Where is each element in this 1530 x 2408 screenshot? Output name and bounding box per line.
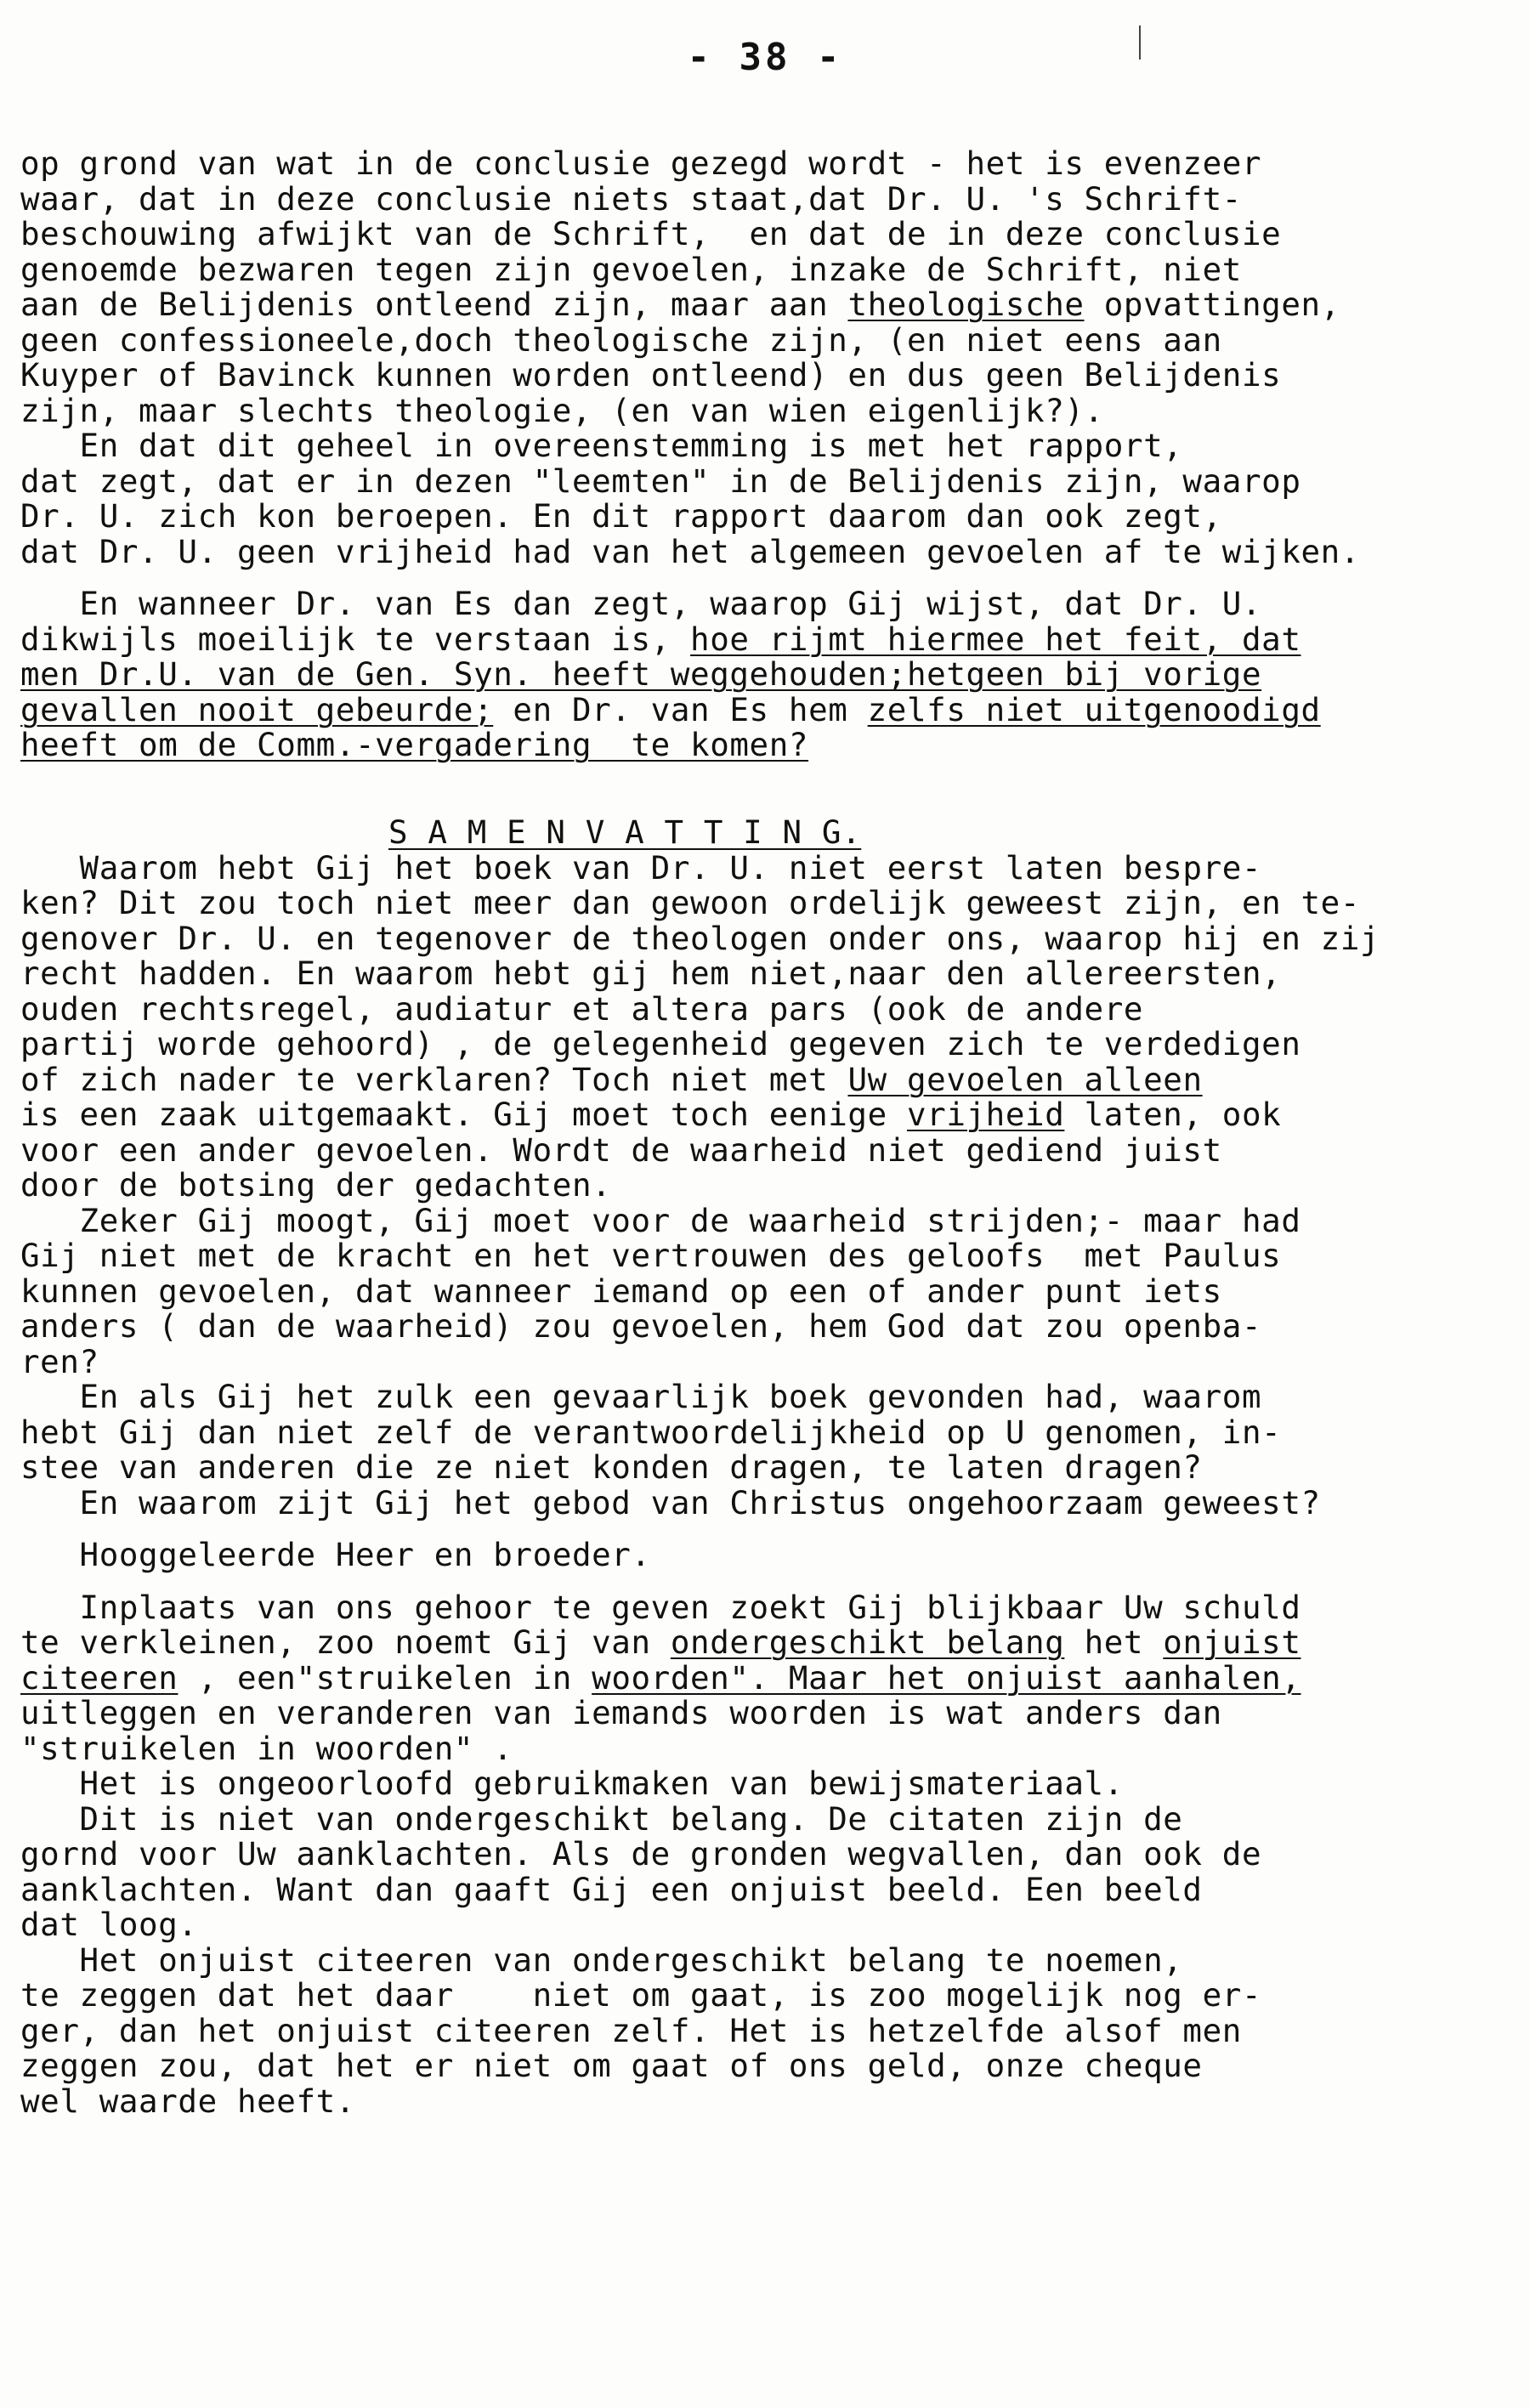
conclusion-line: En dat dit geheel in overeenstemming is met het rapport, xyxy=(20,427,1183,464)
underlined-phrase: theologische xyxy=(847,286,1085,323)
conclusion-line: Dr. U. zich kon beroepen. En dit rapport daarom dan ook zegt, xyxy=(20,497,1222,535)
summary-line: Gij niet met de kracht en het vertrouwen des geloofs met Paulus xyxy=(20,1237,1282,1274)
summary-line: anders ( dan de waarheid) zou gevoelen, hem God dat zou openba- xyxy=(20,1307,1262,1345)
underlined-phrase: citeeren xyxy=(20,1658,178,1697)
paragraph-summary xyxy=(20,848,1465,1521)
underlined-phrase: heeft om de Comm.-vergadering te komen? xyxy=(20,726,809,763)
citations-line: dat loog. xyxy=(20,1906,198,1943)
summary-line: Zeker Gij moogt, Gij moet voor de waarheid strijden;- maar had xyxy=(20,1201,1301,1239)
citations-line: ger, dan het onjuist citeeren zelf. Het is hetzelfde alsof men xyxy=(20,2011,1242,2049)
van-es-line xyxy=(20,657,1465,693)
van-es-line: En wanneer Dr. van Es dan zegt, waarop Gij wijst, dat Dr. U. xyxy=(20,585,1262,622)
underlined-phrase: zelfs niet uitgenoodigd xyxy=(867,690,1321,728)
summary-line: partij worde gehoord) , de gelegenheid gegeven zich te verdedigen xyxy=(20,1025,1301,1062)
summary-line: voor een ander gevoelen. Wordt de waarheid niet gediend juist xyxy=(20,1130,1222,1169)
summary-line: En waarom zijt Gij het gebod van Christus ongehoorzaam geweest? xyxy=(20,1483,1321,1521)
summary-line: door de botsing der gedachten. xyxy=(20,1166,612,1204)
summary-line: En als Gij het zulk een gevaarlijk boek gevonden had, waarom xyxy=(20,1378,1262,1415)
paragraph-van-es xyxy=(20,586,1465,763)
van-es-line: gevallen nooit gebeurde; en Dr. van Es hem zelfs niet uitgenoodigd xyxy=(20,690,1321,728)
page-number: - 38 - xyxy=(687,36,843,79)
citations-line: te verkleinen, zoo noemt Gij van ondergeschikt belang het onjuist xyxy=(20,1623,1301,1661)
document-body xyxy=(20,146,1465,2119)
underlined-phrase: ondergeschikt belang xyxy=(670,1623,1065,1661)
summary-line: Waarom hebt Gij het boek van Dr. U. niet eerst laten bespre- xyxy=(20,848,1262,887)
conclusion-line: dat zegt, dat er in dezen "leemten" in de Belijdenis zijn, waarop xyxy=(20,462,1301,500)
conclusion-line: beschouwing afwijkt van de Schrift, en dat de in deze conclusie xyxy=(20,215,1282,252)
underlined-phrase: onjuist xyxy=(1163,1623,1301,1661)
salutation: Hooggeleerde Heer en broeder. xyxy=(20,1536,651,1573)
citations-line: aanklachten. Want dan gaaft Gij een onjuist beeld. Een beeld xyxy=(20,1870,1203,1908)
citations-line: te zeggen dat het daar niet om gaat, is zoo mogelijk nog er- xyxy=(20,1976,1262,2014)
conclusion-line: op grond van wat in de conclusie gezegd wordt - het is evenzeer xyxy=(20,144,1262,182)
underlined-phrase: vrijheid xyxy=(906,1096,1065,1133)
citations-line: Het is ongeoorloofd gebruikmaken van bewijsmateriaal. xyxy=(20,1765,1124,1802)
conclusion-line: dat Dr. U. geen vrijheid had van het algemeen gevoelen af te wijken. xyxy=(20,532,1361,570)
paragraph-conclusion xyxy=(20,146,1465,569)
citations-line: uitleggen en veranderen van iemands woorden is wat anders dan xyxy=(20,1694,1222,1731)
summary-line: hebt Gij dan niet zelf de verantwoordelijkheid op U genomen, in- xyxy=(20,1413,1282,1451)
van-es-line: dikwijls moeilijk te verstaan is, hoe rijmt hiermee het feit, dat xyxy=(20,620,1301,658)
summary-line: of zich nader te verklaren? Toch niet met Uw gevoelen alleen xyxy=(20,1060,1203,1098)
citations-line: Dit is niet van ondergeschikt belang. De citaten zijn de xyxy=(20,1799,1183,1838)
paragraph-citations xyxy=(20,1590,1465,2120)
citations-line: zeggen zou, dat het er niet om gaat of ons geld, onze cheque xyxy=(20,2047,1203,2084)
citations-line: wel waarde heeft. xyxy=(20,2082,356,2120)
citations-line: citeeren , een"struikelen in woorden". Maar het onjuist aanhalen, xyxy=(20,1658,1301,1697)
summary-line: ken? Dit zou toch niet meer dan gewoon ordelijk geweest zijn, en te- xyxy=(20,884,1361,921)
citations-line: gornd voor Uw aanklachten. Als de gronden wegvallen, dan ook de xyxy=(20,1835,1262,1873)
underlined-phrase: woorden". Maar het onjuist aanhalen, xyxy=(592,1658,1301,1697)
underlined-phrase: gevallen nooit gebeurde; xyxy=(20,690,494,728)
underlined-phrase: Uw gevoelen alleen xyxy=(847,1060,1203,1098)
conclusion-line: aan de Belijdenis ontleend zijn, maar aan theologische opvattingen, xyxy=(20,286,1340,323)
conclusion-line: waar, dat in deze conclusie niets staat,dat Dr. U. 's Schrift- xyxy=(20,179,1242,218)
section-heading: S A M E N V A T T I N G. xyxy=(388,813,862,851)
summary-line: ouden rechtsregel, audiatur et altera pars (ook de andere xyxy=(20,989,1144,1028)
summary-line: ren? xyxy=(20,1342,99,1380)
underlined-phrase: hoe rijmt hiermee het feit, dat xyxy=(690,620,1301,658)
summary-line: stee van anderen die ze niet konden dragen, te laten dragen? xyxy=(20,1448,1203,1486)
summary-line: is een zaak uitgemaakt. Gij moet toch eenige vrijheid laten, ook xyxy=(20,1096,1282,1133)
citations-line: Het onjuist citeeren van ondergeschikt belang te noemen, xyxy=(20,1941,1183,1979)
summary-line: kunnen gevoelen, dat wanneer iemand op een of ander punt iets xyxy=(20,1272,1222,1310)
citations-line: Inplaats van ons gehoor te geven zoekt Gij blijkbaar Uw schuld xyxy=(20,1588,1301,1626)
summary-line: genover Dr. U. en tegenover de theologen onder ons, waarop hij en zij xyxy=(20,919,1380,957)
conclusion-line: geen confessioneele,doch theologische zijn, (en niet eens aan xyxy=(20,320,1222,359)
conclusion-line: genoemde bezwaren tegen zijn gevoelen, inzake de Schrift, niet xyxy=(20,250,1242,288)
van-es-line xyxy=(20,728,1465,763)
conclusion-line: zijn, maar slechts theologie, (en van wien eigenlijk?). xyxy=(20,391,1104,429)
underlined-phrase: men Dr.U. van de Gen. Syn. heeft weggehouden;hetgeen bij vorige xyxy=(20,655,1262,693)
summary-line: recht hadden. En waarom hebt gij hem niet,naar den allereersten, xyxy=(20,955,1282,992)
conclusion-line: Kuyper of Bavinck kunnen worden ontleend) en dus geen Belijdenis xyxy=(20,356,1282,394)
citations-line: "struikelen in woorden" . xyxy=(20,1729,513,1767)
